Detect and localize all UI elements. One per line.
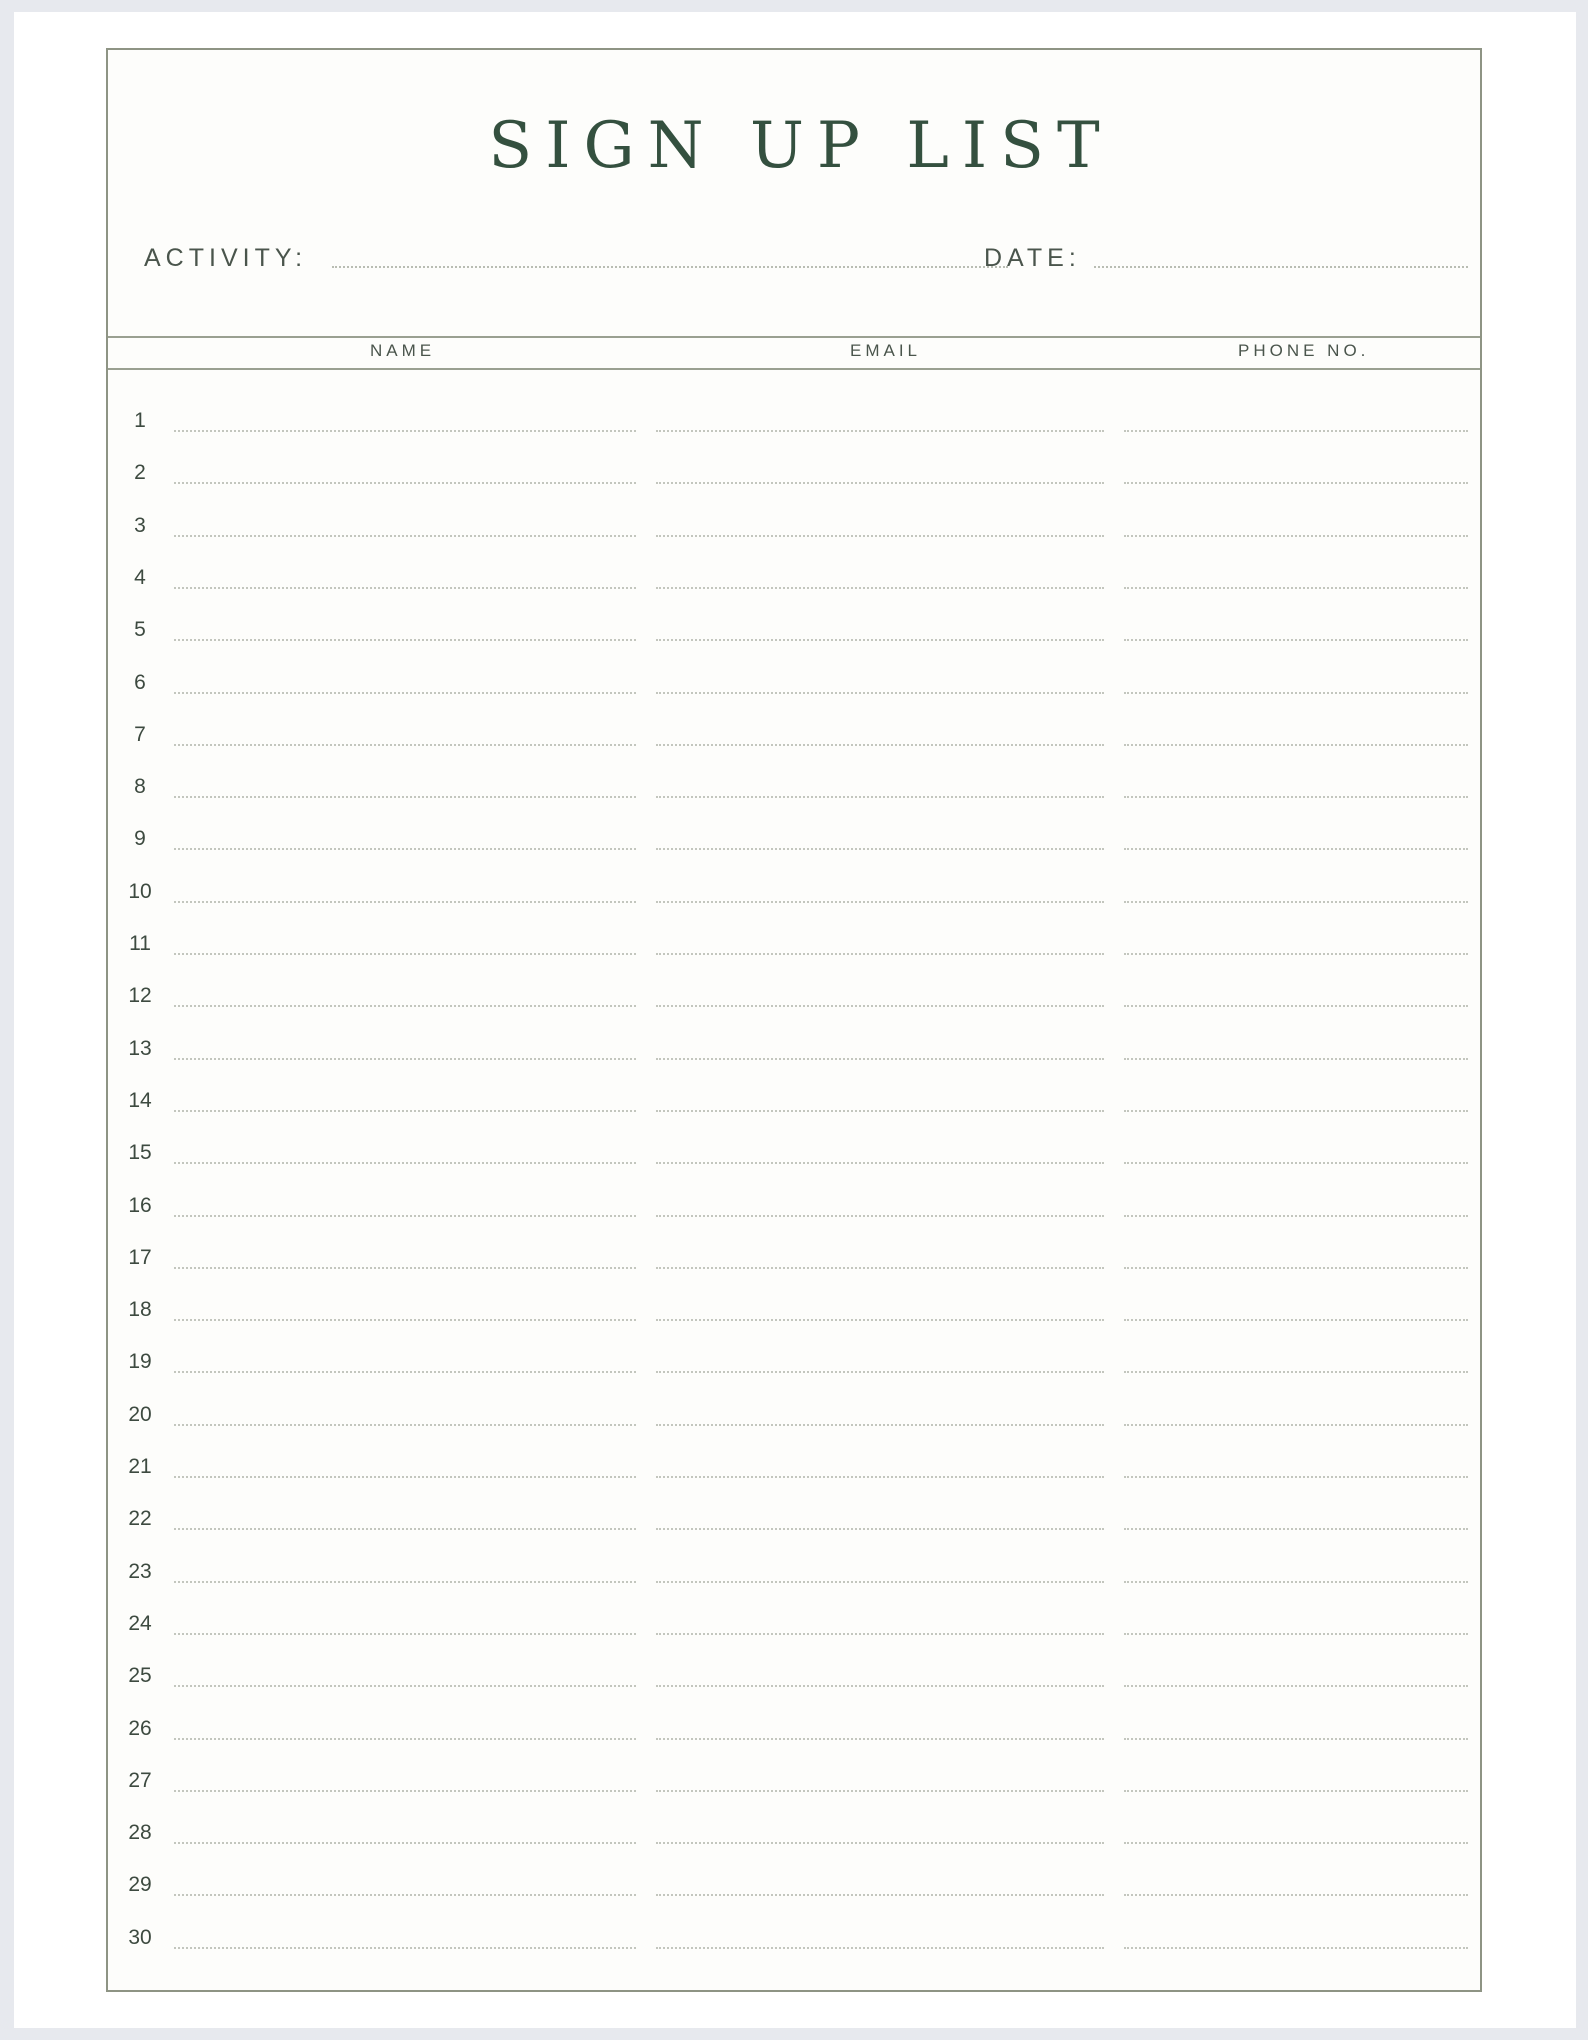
signup-rows: [108, 50, 1480, 1990]
table-row: [108, 1870, 1480, 1922]
row-number: 27: [128, 1768, 152, 1792]
row-number: 21: [128, 1455, 152, 1478]
phone-line[interactable]: [1124, 901, 1468, 903]
row-number: 16: [128, 1193, 152, 1217]
table-row: [108, 1138, 1480, 1190]
column-header-email: EMAIL: [850, 341, 922, 360]
name-line[interactable]: [174, 796, 636, 798]
table-row: [108, 668, 1480, 720]
email-line[interactable]: [656, 1005, 1104, 1007]
row-number: 28: [128, 1821, 152, 1845]
row-number: 8: [134, 775, 146, 799]
table-row: [108, 1504, 1480, 1556]
email-line[interactable]: [656, 1162, 1104, 1164]
row-number: 15: [128, 1141, 152, 1165]
name-line[interactable]: [174, 1476, 636, 1478]
row-number: 26: [128, 1716, 152, 1740]
name-line[interactable]: [174, 430, 636, 432]
phone-line[interactable]: [1124, 1738, 1468, 1740]
phone-line[interactable]: [1124, 1476, 1468, 1478]
activity-label: ACTIVITY:: [144, 244, 308, 272]
name-line[interactable]: [174, 1581, 636, 1583]
name-line[interactable]: [174, 1319, 636, 1321]
row-number: 4: [134, 565, 146, 589]
name-line[interactable]: [174, 1267, 636, 1269]
phone-line[interactable]: [1124, 848, 1468, 850]
table-row: [108, 458, 1480, 510]
email-line[interactable]: [656, 1947, 1104, 1949]
row-number: 7: [134, 722, 146, 746]
name-line[interactable]: [174, 535, 636, 537]
page-title: SIGN UP LIST: [488, 109, 1113, 183]
phone-line[interactable]: [1124, 1581, 1468, 1583]
phone-line[interactable]: [1124, 482, 1468, 484]
row-number: 11: [129, 932, 151, 955]
row-number: 20: [128, 1402, 152, 1426]
row-number: 18: [128, 1298, 152, 1322]
email-line[interactable]: [656, 1633, 1104, 1635]
table-row: [108, 1295, 1480, 1347]
row-number: 22: [128, 1507, 152, 1531]
sheet: [14, 12, 1576, 2028]
column-header-name: NAME: [370, 341, 436, 360]
phone-line[interactable]: [1124, 535, 1468, 537]
email-line[interactable]: [656, 1319, 1104, 1321]
email-line[interactable]: [656, 1476, 1104, 1478]
name-line[interactable]: [174, 1894, 636, 1896]
email-line[interactable]: [656, 1424, 1104, 1426]
email-line[interactable]: [656, 430, 1104, 432]
row-number: 25: [128, 1664, 152, 1688]
email-line[interactable]: [656, 901, 1104, 903]
name-line[interactable]: [174, 692, 636, 694]
name-line[interactable]: [174, 482, 636, 484]
name-line[interactable]: [174, 1058, 636, 1060]
email-line[interactable]: [656, 1790, 1104, 1792]
phone-line[interactable]: [1124, 1319, 1468, 1321]
name-line[interactable]: [174, 1528, 636, 1530]
row-number: 5: [134, 618, 146, 642]
table-row: [108, 877, 1480, 929]
date-label: DATE:: [984, 244, 1081, 272]
table-row: [108, 1086, 1480, 1138]
row-number: 3: [134, 513, 146, 537]
name-line[interactable]: [174, 1842, 636, 1844]
email-line[interactable]: [656, 692, 1104, 694]
table-row: [108, 1243, 1480, 1295]
email-line[interactable]: [656, 1842, 1104, 1844]
table-row: [108, 1034, 1480, 1086]
row-number: 1: [134, 409, 146, 432]
email-line[interactable]: [656, 1738, 1104, 1740]
phone-line[interactable]: [1124, 1267, 1468, 1269]
phone-line[interactable]: [1124, 1005, 1468, 1007]
table-row: [108, 1661, 1480, 1713]
email-line[interactable]: [656, 1894, 1104, 1896]
name-line[interactable]: [174, 744, 636, 746]
name-line[interactable]: [174, 1371, 636, 1373]
table-row: [108, 615, 1480, 667]
name-line[interactable]: [174, 639, 636, 641]
table-row: [108, 1557, 1480, 1609]
row-number: 12: [128, 984, 152, 1008]
phone-line[interactable]: [1124, 1215, 1468, 1217]
row-number: 13: [128, 1036, 152, 1060]
email-line[interactable]: [656, 796, 1104, 798]
phone-line[interactable]: [1124, 1685, 1468, 1687]
row-number: 10: [128, 879, 152, 903]
table-row: [108, 563, 1480, 615]
phone-line[interactable]: [1124, 1894, 1468, 1896]
phone-line[interactable]: [1124, 587, 1468, 589]
table-row: [108, 1609, 1480, 1661]
phone-line[interactable]: [1124, 744, 1468, 746]
email-line[interactable]: [656, 953, 1104, 955]
phone-line[interactable]: [1124, 1528, 1468, 1530]
table-row: [108, 1452, 1480, 1504]
row-number: 14: [128, 1088, 152, 1112]
column-header-phone: PHONE NO.: [1238, 341, 1370, 360]
phone-line[interactable]: [1124, 796, 1468, 798]
name-line[interactable]: [174, 1162, 636, 1164]
table-row: [108, 1766, 1480, 1818]
name-line[interactable]: [174, 1633, 636, 1635]
email-line[interactable]: [656, 1215, 1104, 1217]
email-line[interactable]: [656, 1267, 1104, 1269]
phone-line[interactable]: [1124, 1842, 1468, 1844]
name-line[interactable]: [174, 1790, 636, 1792]
name-line[interactable]: [174, 1424, 636, 1426]
email-line[interactable]: [656, 535, 1104, 537]
row-number: 17: [128, 1245, 152, 1269]
phone-line[interactable]: [1124, 639, 1468, 641]
phone-line[interactable]: [1124, 953, 1468, 955]
table-row: [108, 981, 1480, 1033]
phone-line[interactable]: [1124, 1058, 1468, 1060]
phone-line[interactable]: [1124, 430, 1468, 432]
phone-line[interactable]: [1124, 1424, 1468, 1426]
table-row: [108, 511, 1480, 563]
row-number: 30: [128, 1925, 152, 1949]
name-line[interactable]: [174, 587, 636, 589]
row-number: 6: [134, 670, 146, 694]
phone-line[interactable]: [1124, 1790, 1468, 1792]
table-row: [108, 720, 1480, 772]
table-row: [108, 1923, 1480, 1975]
name-line[interactable]: [174, 1215, 636, 1217]
phone-line[interactable]: [1124, 1371, 1468, 1373]
email-line[interactable]: [656, 1581, 1104, 1583]
email-line[interactable]: [656, 1371, 1104, 1373]
phone-line[interactable]: [1124, 1633, 1468, 1635]
email-line[interactable]: [656, 1058, 1104, 1060]
row-number: 2: [134, 461, 146, 485]
table-row: [108, 772, 1480, 824]
row-number: 23: [128, 1559, 152, 1583]
row-number: 19: [128, 1350, 152, 1374]
table-row: [108, 824, 1480, 876]
name-line[interactable]: [174, 953, 636, 955]
name-line[interactable]: [174, 1110, 636, 1112]
name-line[interactable]: [174, 901, 636, 903]
email-line[interactable]: [656, 848, 1104, 850]
signup-form: [106, 48, 1482, 1992]
table-row: [108, 1347, 1480, 1399]
email-line[interactable]: [656, 1528, 1104, 1530]
phone-line[interactable]: [1124, 692, 1468, 694]
phone-line[interactable]: [1124, 1947, 1468, 1949]
row-number: 9: [134, 827, 146, 851]
table-row: [108, 1191, 1480, 1243]
table-row: [108, 1818, 1480, 1870]
name-line[interactable]: [174, 1005, 636, 1007]
name-line[interactable]: [174, 1947, 636, 1949]
phone-line[interactable]: [1124, 1110, 1468, 1112]
row-number: 24: [128, 1611, 152, 1635]
table-row: [108, 1400, 1480, 1452]
email-line[interactable]: [656, 639, 1104, 641]
name-line[interactable]: [174, 1738, 636, 1740]
email-line[interactable]: [656, 744, 1104, 746]
table-row: [108, 1714, 1480, 1766]
email-line[interactable]: [656, 1685, 1104, 1687]
row-number: 29: [128, 1873, 152, 1897]
table-row: [108, 406, 1480, 458]
name-line[interactable]: [174, 848, 636, 850]
phone-line[interactable]: [1124, 1162, 1468, 1164]
email-line[interactable]: [656, 1110, 1104, 1112]
email-line[interactable]: [656, 587, 1104, 589]
email-line[interactable]: [656, 482, 1104, 484]
name-line[interactable]: [174, 1685, 636, 1687]
table-row: [108, 929, 1480, 981]
